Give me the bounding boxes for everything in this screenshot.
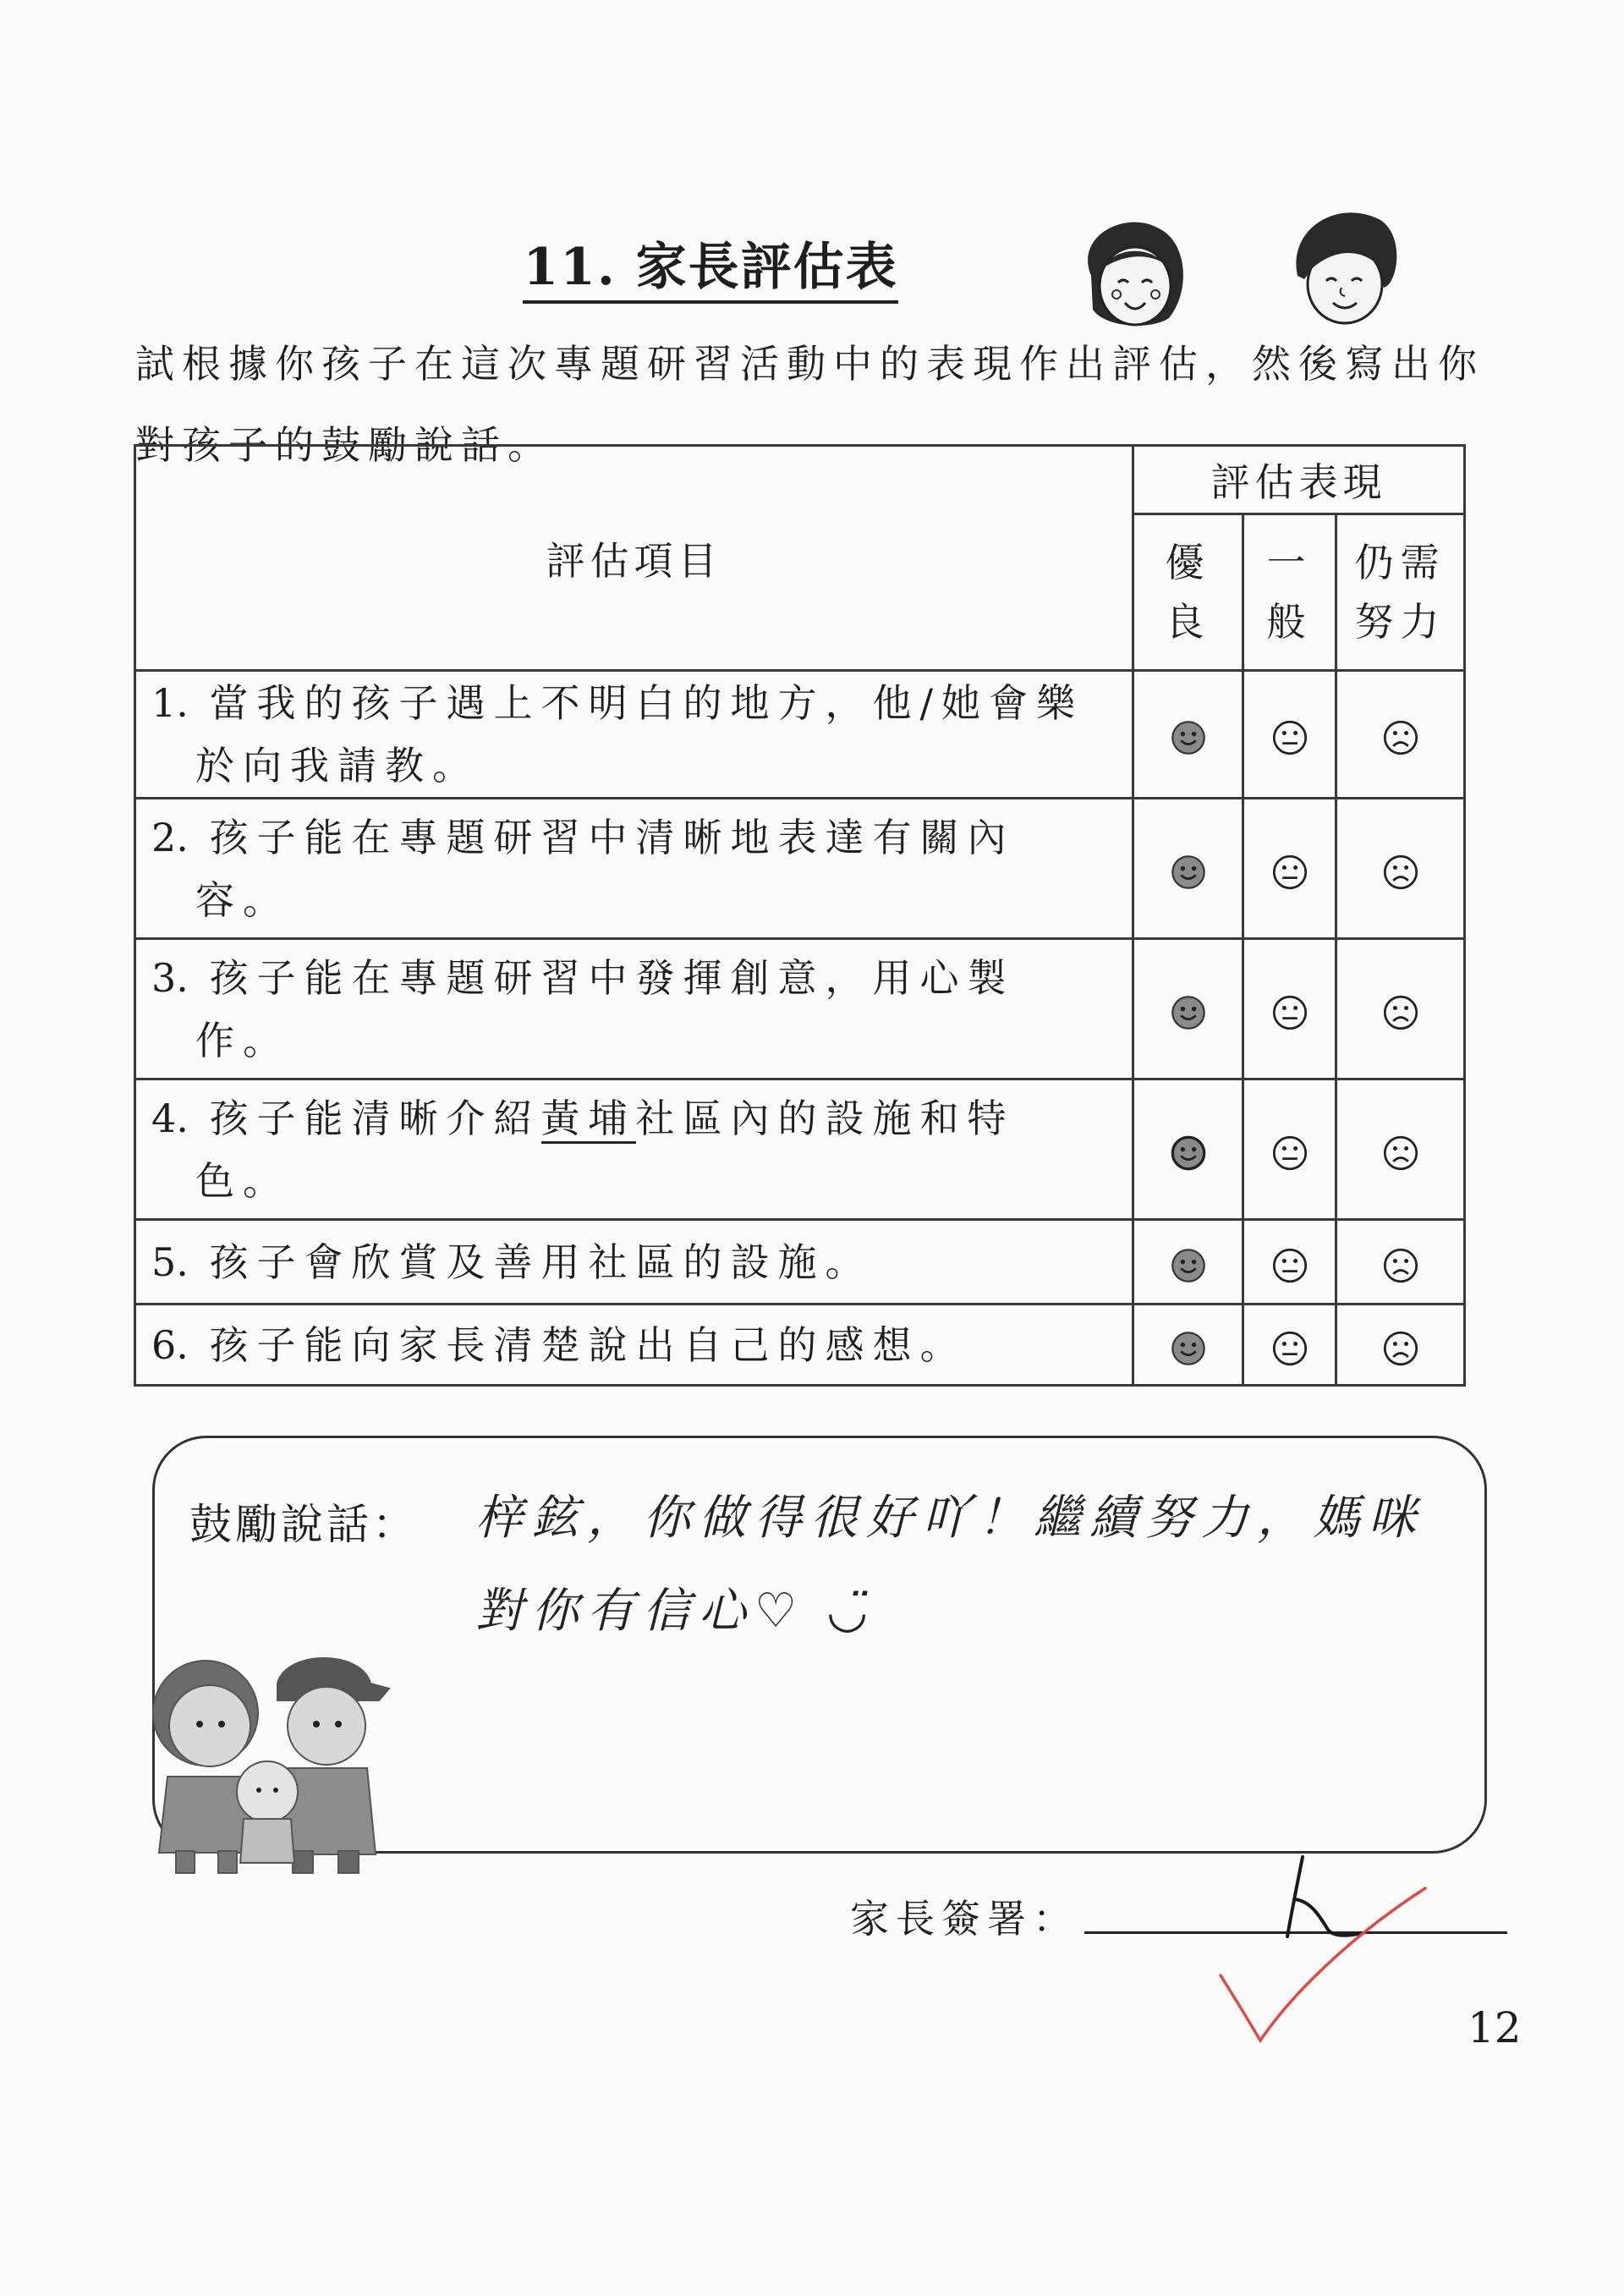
- neutral-face-icon[interactable]: [1271, 1134, 1309, 1172]
- sad-face-icon[interactable]: [1382, 854, 1419, 891]
- table-row: [135, 1220, 1465, 1305]
- happy-face-selected-icon[interactable]: [1170, 1247, 1207, 1284]
- happy-face-selected-icon[interactable]: [1170, 1330, 1207, 1367]
- evaluation-table: [134, 444, 1466, 1387]
- family-illustration: [125, 1633, 413, 1878]
- happy-face-selected-icon[interactable]: [1170, 719, 1207, 756]
- rating-average-cell[interactable]: [1243, 939, 1336, 1079]
- header-performance: 評估表現: [1133, 446, 1465, 514]
- happy-face-selected-icon[interactable]: [1170, 994, 1207, 1031]
- sad-face-icon[interactable]: [1382, 1134, 1419, 1172]
- evaluation-item: 4. 孩子能清晰介紹黃埔社區內的設施和特色。: [135, 1079, 1133, 1220]
- rating-average-cell[interactable]: [1243, 1305, 1336, 1386]
- rating-excellent-cell[interactable]: [1133, 1079, 1243, 1220]
- happy-face-selected-icon[interactable]: [1170, 1134, 1207, 1172]
- neutral-face-icon[interactable]: [1271, 1247, 1309, 1284]
- header-level-average: 一 般: [1243, 514, 1336, 671]
- sad-face-icon[interactable]: [1382, 719, 1419, 756]
- evaluation-item: 5. 孩子會欣賞及善用社區的設施。: [135, 1220, 1133, 1305]
- signature-label: 家長簽署：: [850, 1896, 1078, 1942]
- rating-average-cell[interactable]: [1243, 799, 1336, 939]
- neutral-face-icon[interactable]: [1271, 994, 1309, 1031]
- underlined-place-name: 黃埔: [541, 1096, 636, 1144]
- table-row: [135, 1305, 1465, 1386]
- mother-face-illustration: [1067, 210, 1194, 337]
- encouragement-label: 鼓勵說話：: [189, 1500, 418, 1549]
- rating-excellent-cell[interactable]: [1133, 939, 1243, 1079]
- table-row: [135, 671, 1465, 799]
- rating-excellent-cell[interactable]: [1133, 1305, 1243, 1386]
- table-row: [135, 799, 1465, 939]
- evaluation-item: 1. 當我的孩子遇上不明白的地方，他/她會樂於向我請教。: [135, 671, 1133, 799]
- rating-needs-effort-cell[interactable]: [1336, 1079, 1465, 1220]
- header-level-excellent: 優 良: [1133, 514, 1243, 671]
- page-number: 12: [1468, 2003, 1522, 2052]
- sad-face-icon[interactable]: [1382, 1330, 1419, 1367]
- page-title: 11. 家長評估表: [0, 227, 1421, 299]
- neutral-face-icon[interactable]: [1271, 719, 1309, 756]
- rating-excellent-cell[interactable]: [1133, 1220, 1243, 1305]
- neutral-face-icon[interactable]: [1271, 1330, 1309, 1367]
- father-face-illustration: [1279, 203, 1406, 330]
- rating-average-cell[interactable]: [1243, 671, 1336, 799]
- rating-needs-effort-cell[interactable]: [1336, 1220, 1465, 1305]
- rating-excellent-cell[interactable]: [1133, 671, 1243, 799]
- red-check-mark: [1214, 1878, 1434, 2047]
- sad-face-icon[interactable]: [1382, 994, 1419, 1031]
- evaluation-item: 3. 孩子能在專題研習中發揮創意，用心製作。: [135, 939, 1133, 1079]
- header-level-needs-effort: 仍需 努力: [1336, 514, 1465, 671]
- encouragement-handwritten-text[interactable]: 梓鉉，你做得很好吖！繼續努力，媽咪 對你有信心♡ ◡̈: [475, 1491, 1424, 1639]
- rating-needs-effort-cell[interactable]: [1336, 799, 1465, 939]
- rating-average-cell[interactable]: [1243, 1220, 1336, 1305]
- sad-face-icon[interactable]: [1382, 1247, 1419, 1284]
- neutral-face-icon[interactable]: [1271, 854, 1309, 891]
- header-evaluation-items: 評估項目: [135, 446, 1133, 671]
- evaluation-item: 6. 孩子能向家長清楚說出自己的感想。: [135, 1305, 1133, 1386]
- table-row: [135, 939, 1465, 1079]
- evaluation-item: 2. 孩子能在專題研習中清晰地表達有關內容。: [135, 799, 1133, 939]
- table-row: [135, 1079, 1465, 1220]
- rating-needs-effort-cell[interactable]: [1336, 671, 1465, 799]
- happy-face-selected-icon[interactable]: [1170, 854, 1207, 891]
- rating-average-cell[interactable]: [1243, 1079, 1336, 1220]
- rating-excellent-cell[interactable]: [1133, 799, 1243, 939]
- rating-needs-effort-cell[interactable]: [1336, 939, 1465, 1079]
- rating-needs-effort-cell[interactable]: [1336, 1305, 1465, 1386]
- instructions-text: 試根據你孩子在這次專題研習活動中的表現作出評估，然後寫出你對孩子的鼓勵說話。: [135, 341, 1484, 468]
